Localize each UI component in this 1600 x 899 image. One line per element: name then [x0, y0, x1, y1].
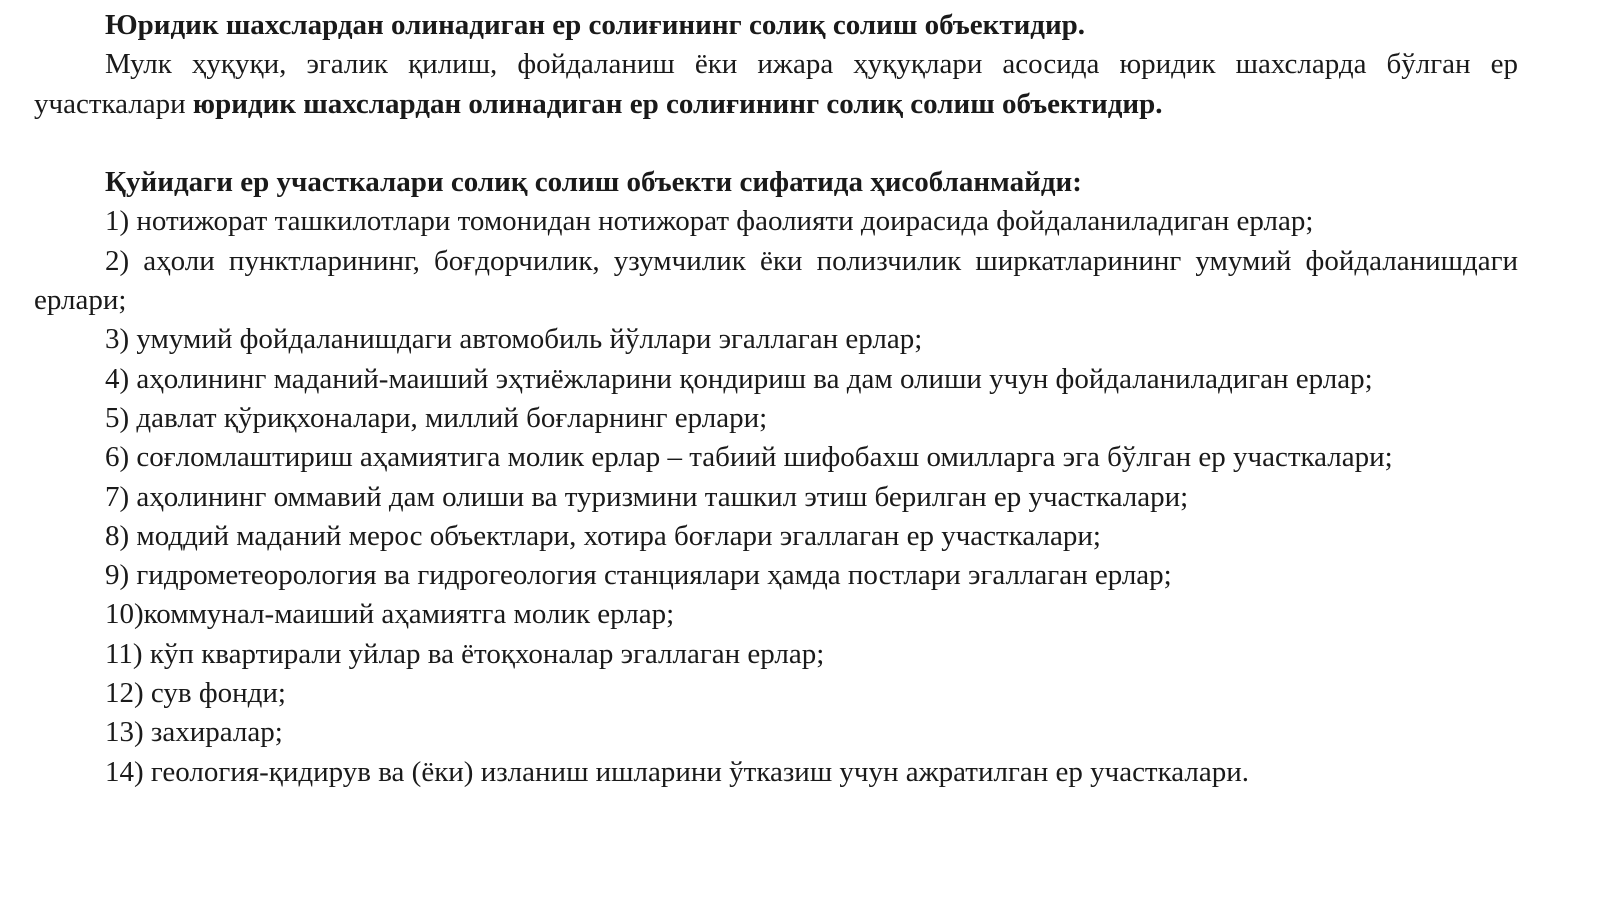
heading: Юридик шахслардан олинадиган ер солиғининг солиқ солиш объектидир.	[105, 9, 1086, 41]
list-item: 14) геология-қидирув ва (ёки) изланиш ишларини ўтказиш учун ажратилган ер участкалари.	[105, 755, 1249, 788]
list-item: 11) кўп квартирали уйлар ва ётоқхоналар эгаллаган ерлар;	[105, 637, 825, 670]
paragraph-spacer	[34, 124, 1518, 163]
list-item: 7) аҳолининг оммавий дам олиши ва туризмини ташкил этиш берилган ер участкалари;	[105, 480, 1189, 513]
list-item: 9) гидрометеорология ва гидрогеология станциялари ҳамда постлари эгаллаган ерлар;	[105, 559, 1172, 592]
list-item: 2) аҳоли пунктларининг, боғдорчилик, узумчилик ёки полизчилик ширкатларининг умумий фойдаланишдаги ерлари;	[34, 244, 1518, 317]
list-item: 10)коммунал-маиший аҳамиятга молик ерлар;	[105, 598, 675, 631]
intro-paragraph	[34, 45, 1518, 124]
subheading: Қуйидаги ер участкалари солиқ солиш объекти сифатида ҳисобланмайди:	[105, 166, 1082, 199]
list-item: 13) захиралар;	[105, 716, 283, 749]
list-item: 1) нотижорат ташкилотлари томонидан нотижорат фаолияти доирасида фойдаланиладиган ерлар;	[105, 205, 1314, 238]
list-item: 8) моддий маданий мерос объектлари, хотира боғлари эгаллаган ер участкалари;	[105, 519, 1101, 552]
document-body	[34, 6, 1518, 792]
list-item: 4) аҳолининг маданий-маиший эҳтиёжларини қондириш ва дам олиши учун фойдаланиладиган ерлар;	[105, 362, 1373, 395]
intro-text: Мулк ҳуқуқи, эгалик қилиш, фойдаланиш ёки ижара ҳуқуқлари асосида юридик шахсларда бўлган ер участкалари	[34, 48, 1518, 120]
list-item: 5) давлат қўриқхоналари, миллий боғларнинг ерлари;	[105, 401, 768, 434]
list-item: 12) сув фонди;	[105, 677, 286, 710]
list-item: 6) соғломлаштириш аҳамиятига молик ерлар – табиий шифобахш омилларга эга бўлган ер участкалари;	[105, 441, 1393, 474]
intro-bold-text: юридик шахслардан олинадиган ер солиғининг солиқ солиш объектидир.	[192, 87, 1163, 120]
list-item: 3) умумий фойдаланишдаги автомобиль йўллари эгаллаган ерлар;	[105, 323, 923, 356]
